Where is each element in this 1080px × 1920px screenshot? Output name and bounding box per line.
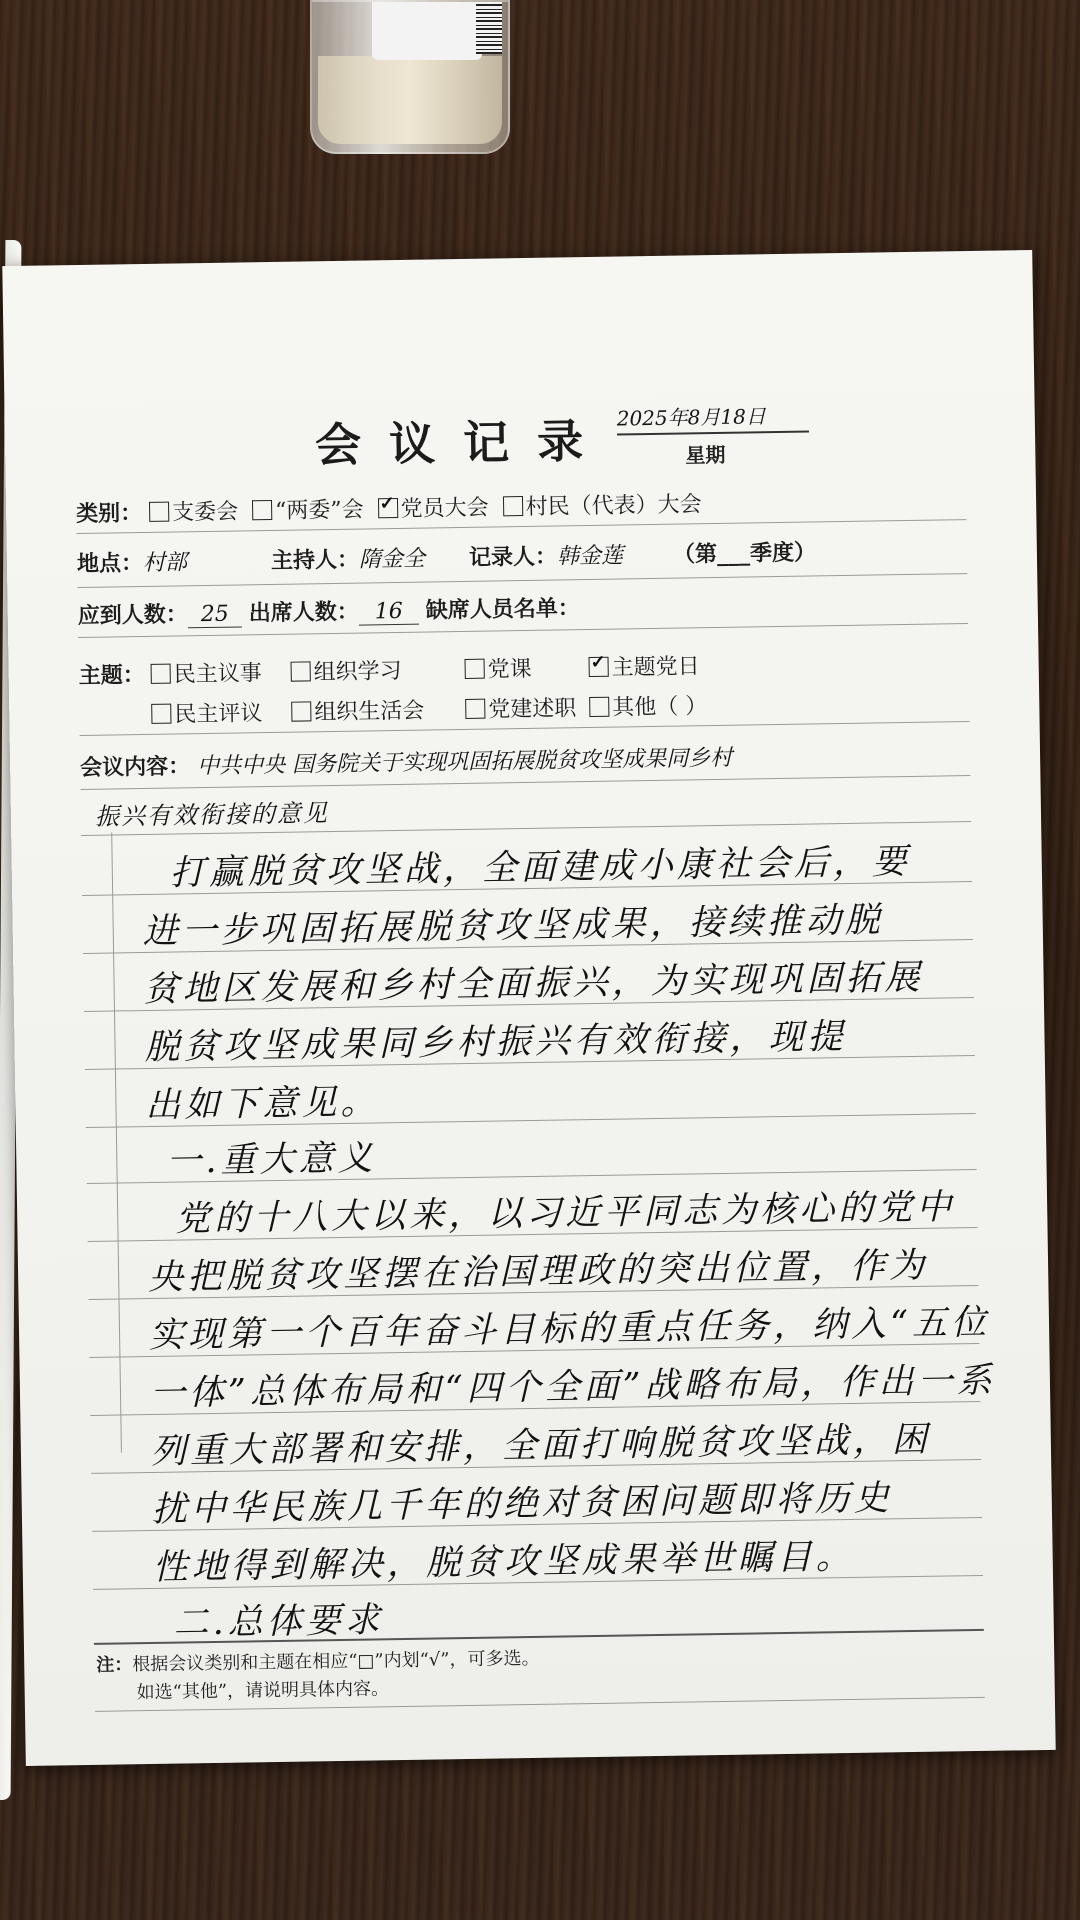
category-option-party-members[interactable]: ✓ 党员大会 bbox=[377, 496, 488, 523]
absent-label: 缺席人员名单： bbox=[425, 595, 580, 624]
checkbox-icon bbox=[503, 496, 523, 516]
host-label: 主持人： bbox=[270, 546, 360, 574]
content-line: 脱贫攻坚成果同乡村振兴有效衔接，现提 bbox=[144, 1017, 847, 1069]
content-line: 中共中央 国务院关于实现巩固拓展脱贫攻坚成果同乡村 bbox=[196, 745, 733, 780]
location-row bbox=[77, 535, 817, 578]
topic-option-organization-life[interactable]: 组织生活会 bbox=[291, 694, 424, 727]
content-line: 一体”总体布局和“四个全面”战略布局，作出一系 bbox=[149, 1360, 996, 1414]
host-value: 隋金全 bbox=[358, 546, 426, 573]
note-line-1: 根据会议类别和主题在相应“□”内划“√”，可多选。 bbox=[132, 1647, 540, 1676]
category-option-two-committees[interactable]: “两委”会 bbox=[252, 498, 364, 525]
expected-label: 应到人数： bbox=[77, 601, 188, 630]
content-line: 列重大部署和安排，全面打响脱贫攻坚战，困 bbox=[150, 1419, 932, 1472]
topic-option-party-report[interactable]: 党建述职 bbox=[465, 691, 576, 724]
recorder-value: 韩金莲 bbox=[556, 543, 624, 570]
note-label: 注： bbox=[96, 1654, 133, 1676]
topic-option-democratic-discussion[interactable]: 民主议事 bbox=[150, 656, 261, 689]
topic-option-other[interactable]: 其他（ ） bbox=[589, 689, 707, 722]
quarter-label: （第___季度） bbox=[672, 539, 817, 568]
barcode-icon bbox=[476, 2, 502, 54]
checkbox-icon bbox=[291, 701, 311, 721]
content-row bbox=[80, 741, 732, 782]
margin-line bbox=[111, 833, 122, 1453]
recorder-label: 记录人： bbox=[468, 543, 558, 571]
present-value: 16 bbox=[359, 599, 419, 626]
section-heading: 一.重大意义 bbox=[166, 1138, 377, 1182]
attendance-row bbox=[78, 591, 580, 630]
location-label: 地点： bbox=[76, 550, 144, 578]
checkbox-checked-icon bbox=[588, 657, 608, 677]
bottle-liquid bbox=[318, 56, 502, 144]
checkbox-icon bbox=[589, 697, 609, 717]
content-line: 实现第一个百年奋斗目标的重点任务，纳入“五位 bbox=[148, 1302, 991, 1357]
note-line-2: 如选“其他”，请说明具体内容。 bbox=[136, 1678, 390, 1704]
topic-option-party-lecture[interactable]: 党课 bbox=[464, 652, 531, 684]
content-line: 央把脱贫攻坚摆在治国理政的突出位置，作为 bbox=[147, 1245, 929, 1299]
content-line: 扰中华民族几千年的绝对贫困问题即将历史 bbox=[151, 1478, 894, 1530]
topic-option-theme-party-day[interactable]: ✓ 主题党日 bbox=[588, 649, 699, 682]
checkbox-icon bbox=[151, 664, 171, 684]
footnote bbox=[96, 1644, 540, 1677]
present-label: 出席人数： bbox=[248, 598, 359, 627]
content-line: 振兴有效衔接的意见 bbox=[94, 799, 330, 831]
section-heading: 二.总体要求 bbox=[173, 1600, 385, 1644]
expected-value: 25 bbox=[188, 601, 242, 628]
content-line: 性地得到解决，脱贫攻坚成果举世瞩目。 bbox=[152, 1536, 855, 1588]
category-option-villagers[interactable]: 村民（代表）大会 bbox=[502, 492, 701, 520]
content-line: 进一步巩固拓展脱贫攻坚成果，接续推动脱 bbox=[142, 900, 884, 953]
content-label: 会议内容： bbox=[79, 753, 191, 782]
content-line: 党的十八大以来，以习近平同志为核心的党中 bbox=[174, 1187, 956, 1240]
page-title: 会议记录 bbox=[314, 413, 612, 473]
content-line: 贫地区发展和乡村全面振兴，为实现巩固拓展 bbox=[143, 957, 924, 1011]
category-row bbox=[76, 487, 702, 528]
checkbox-icon bbox=[252, 500, 272, 520]
checkbox-icon bbox=[465, 659, 485, 679]
category-label: 类别： bbox=[75, 500, 143, 528]
topic-option-democratic-review[interactable]: 民主评议 bbox=[151, 696, 262, 729]
content-line: 出如下意见。 bbox=[145, 1082, 380, 1127]
meeting-date: 2025年8月18日 bbox=[617, 400, 809, 436]
checkbox-icon bbox=[151, 704, 171, 724]
checkbox-checked-icon bbox=[378, 498, 398, 518]
checkbox-icon bbox=[149, 502, 169, 522]
category-option-branch[interactable]: 支委会 bbox=[149, 500, 238, 526]
location-value: 村部 bbox=[142, 550, 188, 577]
bottle bbox=[310, 0, 510, 154]
content-line: 打赢脱贫攻坚战，全面建成小康社会后，要 bbox=[169, 841, 912, 894]
weekday-label: 星期 bbox=[685, 442, 726, 468]
bottle-label bbox=[372, 2, 482, 60]
checkbox-icon bbox=[465, 699, 485, 719]
meeting-record-sheet bbox=[2, 250, 1055, 1766]
topic-label: 主题： bbox=[78, 661, 145, 690]
checkbox-icon bbox=[291, 661, 311, 681]
topic-option-organized-study[interactable]: 组织学习 bbox=[290, 654, 401, 687]
